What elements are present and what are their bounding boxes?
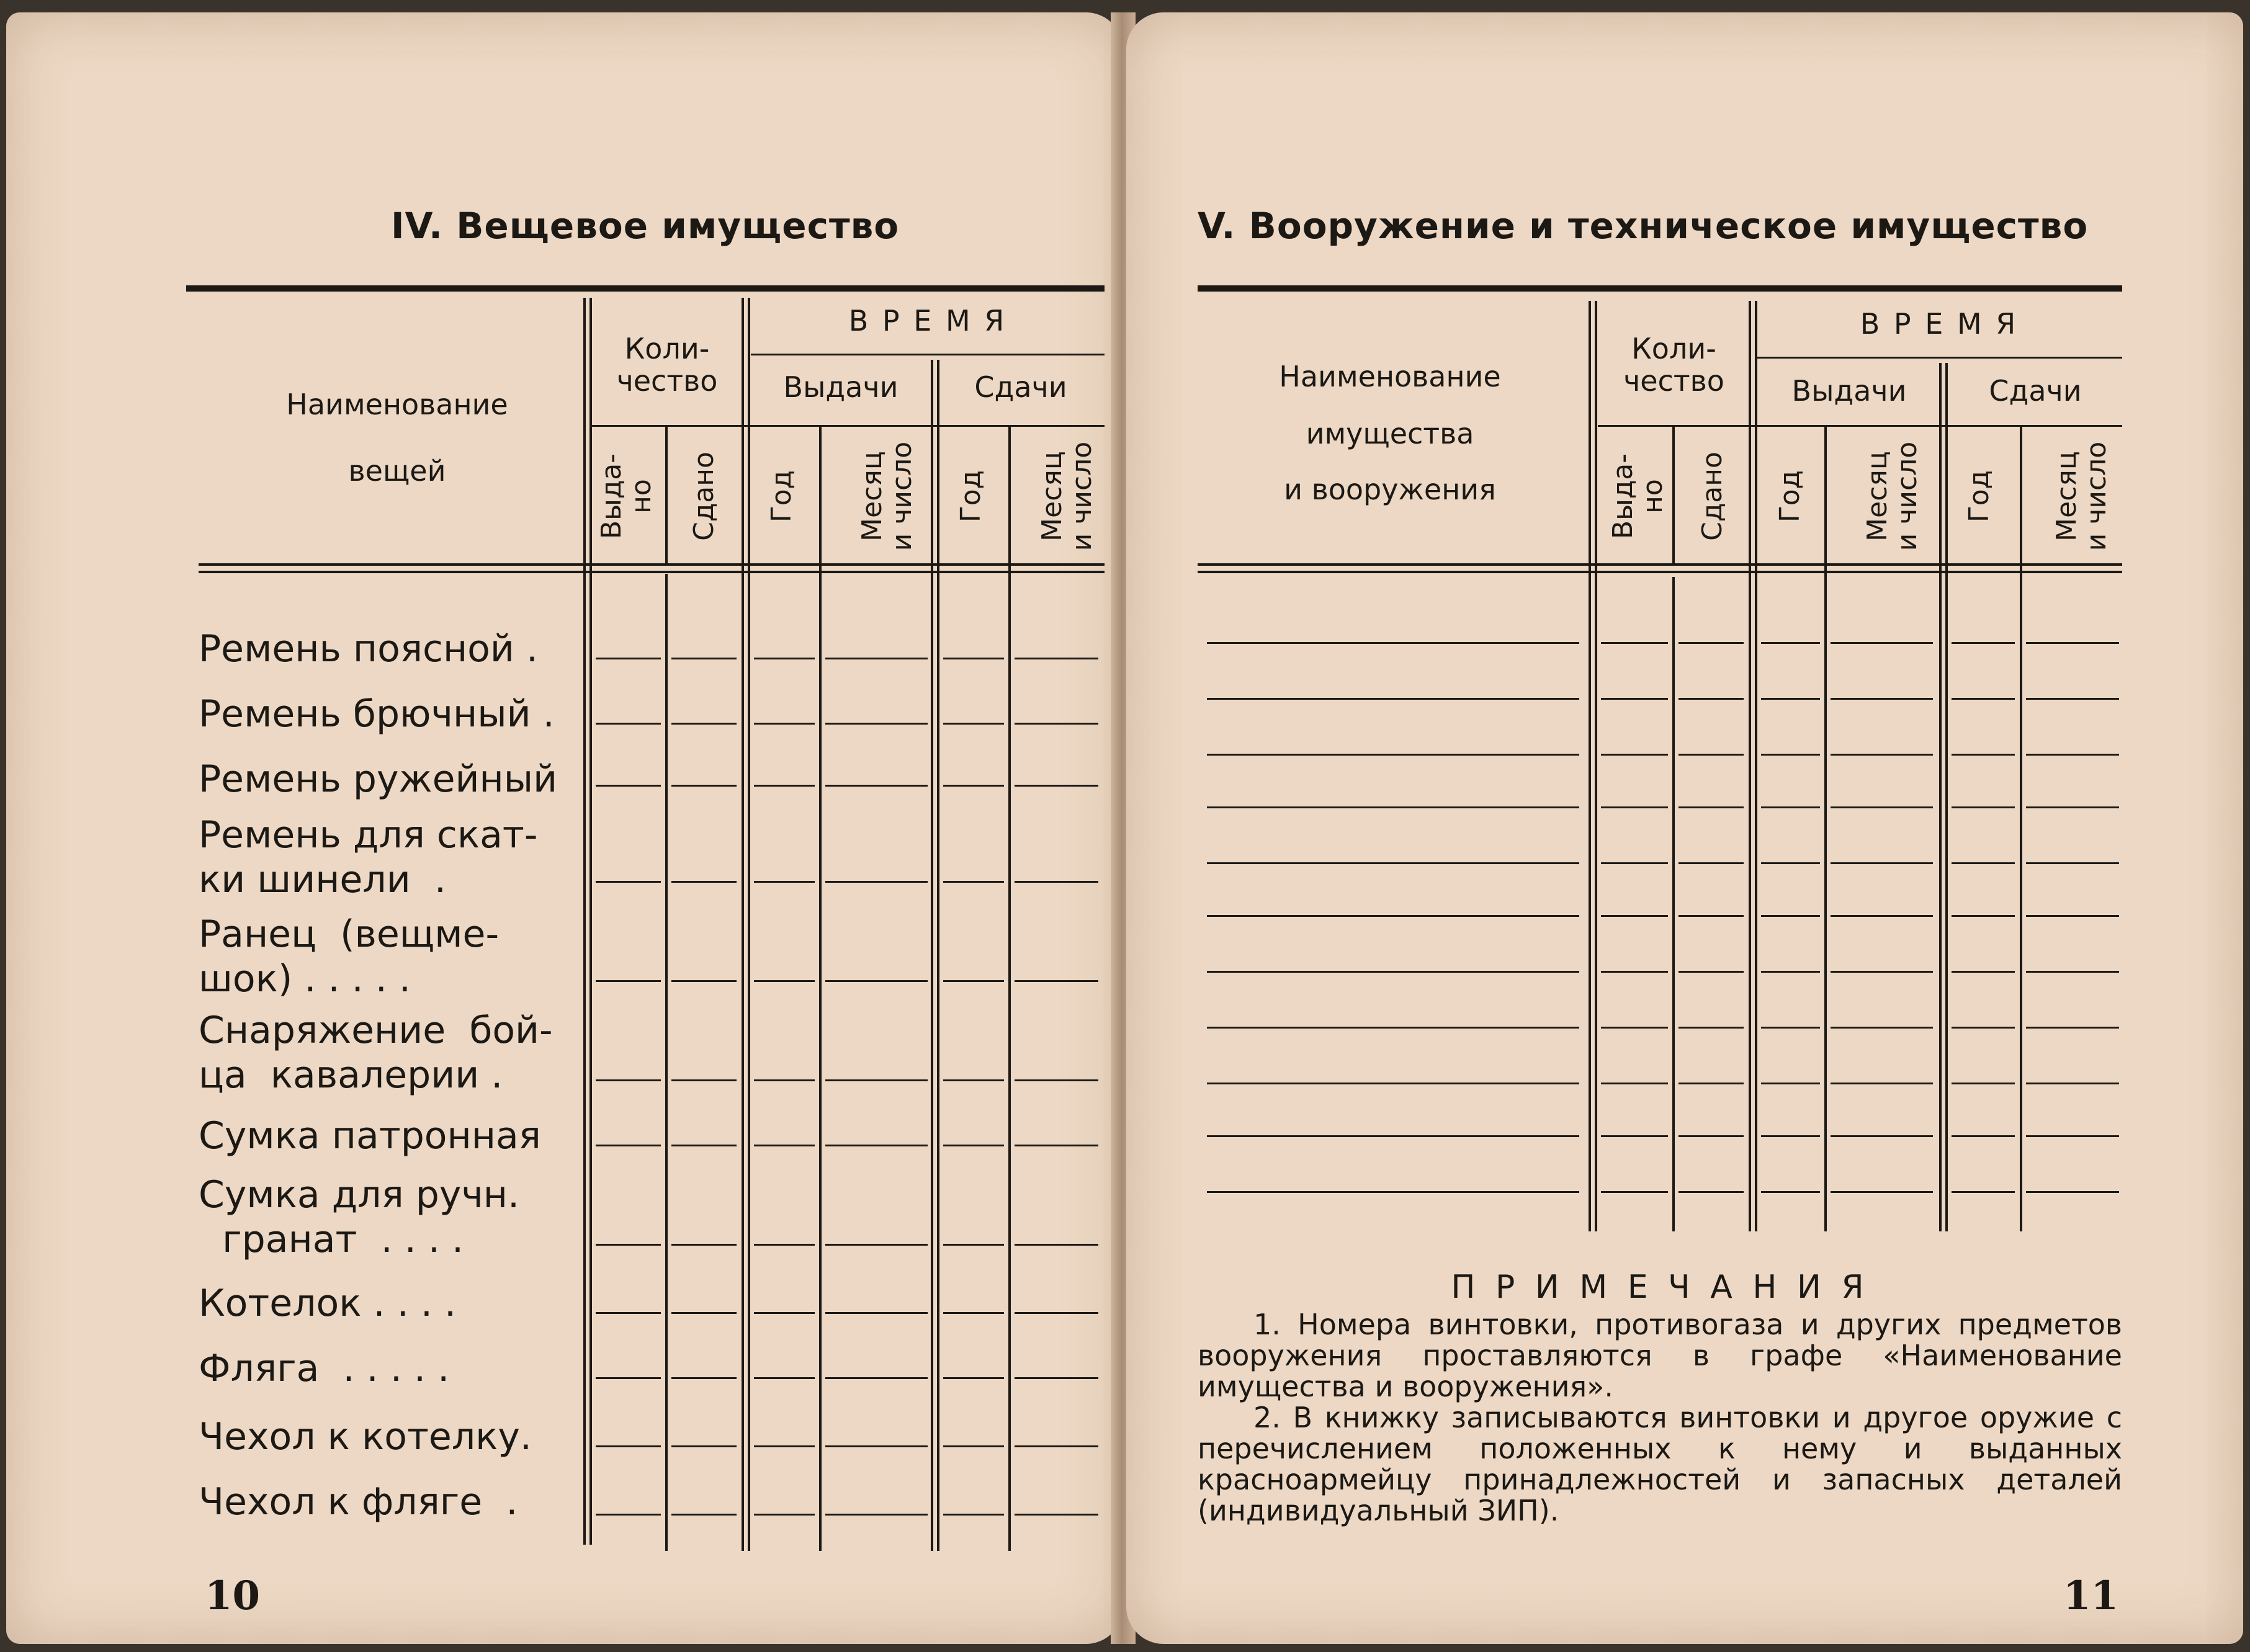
right-time-header: В Р Е М Я [1860,307,2019,341]
right-subheader-rule [1598,425,2122,427]
entry-line [1015,658,1098,659]
entry-line [1679,1191,1744,1193]
left-col-rule [665,425,668,565]
right-col-rule [1672,425,1675,565]
entry-line [943,881,1004,883]
entry-line [2026,754,2119,756]
right-issue-month-header: Месяц и число [1862,441,1923,551]
entry-line [1601,1083,1668,1084]
entry-line [1679,698,1744,700]
entry-line [1015,1514,1098,1516]
entry-line [1601,754,1668,756]
right-header-bottom-rule-1 [1198,563,2122,566]
entry-line [943,1079,1004,1081]
entry-line [1831,698,1933,700]
left-issue-year-header: Год [766,470,797,523]
entry-line [943,658,1004,659]
entry-line [671,1079,737,1081]
entry-line [596,1445,661,1447]
entry-line [1952,915,2015,917]
entry-line [1831,1135,1933,1137]
entry-line [596,723,661,725]
entry-line [943,1312,1004,1314]
entry-line [754,1312,815,1314]
right-name-header-line1: Наименование [1279,360,1501,393]
left-col-rule [1008,425,1011,1551]
right-col-rule [2020,425,2022,1231]
left-item-12: Чехол к фляге . [199,1480,518,1524]
right-issue-year-header: Год [1774,470,1806,523]
entry-line [1207,642,1579,644]
left-return-year-header: Год [955,470,987,523]
left-item-11: Чехол к котелку. [199,1415,532,1458]
left-returned-header: Сдано [688,452,720,541]
entry-line [825,785,928,787]
entry-line [943,785,1004,787]
entry-line [1952,1191,2015,1193]
entry-line [943,1145,1004,1146]
left-page [6,12,1123,1644]
left-return-header: Сдачи [974,370,1067,404]
entry-line [671,658,737,659]
right-col-rule [1672,577,1675,1231]
left-col-rule [665,574,668,1551]
right-name-header-line3: и вооружения [1284,473,1496,506]
entry-line [825,980,928,982]
entry-line [2026,1027,2119,1029]
left-return-month-header: Месяц и число [1036,441,1098,551]
entry-line [1952,698,2015,700]
left-col-rule [819,425,822,1551]
left-item-10: Фляга . . . . . [199,1347,450,1390]
right-return-month-header: Месяц и число [2051,441,2112,551]
entry-line [1831,862,1933,864]
entry-line [671,1377,737,1379]
entry-line [671,881,737,883]
entry-line [1601,1191,1668,1193]
left-issued-header: Выда- но [596,453,657,540]
note-2: 2. В книжку записываются винтовки и другое оружие с перечислением положенных к нему и выданных красноармейцу принадлежностей и запасных деталей (индивидуальный ЗИП). [1198,1401,2122,1527]
left-header-top-rule [186,285,1105,292]
left-header-bottom-rule-2 [199,571,1105,573]
left-col-rule [742,298,744,1551]
entry-line [596,1377,661,1379]
left-item-1: Ремень поясной . [199,627,539,671]
entry-line [825,1244,928,1246]
left-issue-header: Выдачи [783,370,899,404]
entry-line [1831,754,1933,756]
entry-line [943,723,1004,725]
right-returned-header: Сдано [1696,452,1728,541]
right-col-rule [1595,301,1597,1231]
entry-line [671,785,737,787]
entry-line [1952,1027,2015,1029]
entry-line [1015,1079,1098,1081]
entry-line [1207,862,1579,864]
entry-line [1015,1244,1098,1246]
entry-line [2026,971,2119,973]
entry-line [754,1244,815,1246]
entry-line [825,1445,928,1447]
entry-line [1952,971,2015,973]
entry-line [1015,1145,1098,1146]
entry-line [825,1079,928,1081]
entry-line [596,658,661,659]
entry-line [754,1079,815,1081]
entry-line [1601,698,1668,700]
entry-line [1831,1027,1933,1029]
left-item-3: Ремень ружейный [199,757,558,801]
entry-line [1761,915,1820,917]
entry-line [1207,698,1579,700]
entry-line [1761,1027,1820,1029]
entry-line [1601,915,1668,917]
entry-line [596,980,661,982]
entry-line [1761,754,1820,756]
left-col-rule [937,360,939,1551]
entry-line [1601,806,1668,808]
entry-line [754,658,815,659]
entry-line [596,1244,661,1246]
entry-line [596,1312,661,1314]
entry-line [1761,971,1820,973]
left-item-6: Снаряжение бой- ца кавалерии . [199,1009,553,1097]
right-quantity-header-line1: Коли- [1631,332,1716,365]
entry-line [1601,642,1668,644]
entry-line [943,1244,1004,1246]
entry-line [596,881,661,883]
left-issue-month-header: Месяц и число [856,441,918,551]
entry-line [1207,1135,1579,1137]
right-section-title: V. Вооружение и техническое имущество [1198,205,2089,247]
right-quantity-header-line2: чество [1623,364,1724,398]
entry-line [671,1514,737,1516]
entry-line [1601,1135,1668,1137]
entry-line [1952,1135,2015,1137]
entry-line [1679,971,1744,973]
entry-line [1761,1083,1820,1084]
entry-line [1761,862,1820,864]
entry-line [1015,881,1098,883]
right-header-top-rule [1198,285,2122,292]
right-issued-header: Выда- но [1607,453,1669,540]
entry-line [2026,698,2119,700]
entry-line [1952,806,2015,808]
left-item-4: Ремень для скат- ки шинели . [199,813,538,901]
left-name-header-line1: Наименование [286,388,508,421]
left-time-rule [751,354,1105,355]
entry-line [596,785,661,787]
left-header-bottom-rule-1 [199,563,1105,566]
left-quantity-header-line2: чество [616,364,718,398]
entry-line [1015,980,1098,982]
entry-line [671,723,737,725]
entry-line [671,1145,737,1146]
right-page-number: 11 [2063,1573,2119,1619]
entry-line [671,1312,737,1314]
entry-line [1679,1083,1744,1084]
entry-line [1831,1083,1933,1084]
entry-line [1601,971,1668,973]
entry-line [2026,1191,2119,1193]
entry-line [2026,862,2119,864]
entry-line [825,881,928,883]
left-name-header-line2: вещей [348,454,446,488]
entry-line [1207,754,1579,756]
note-1: 1. Номера винтовки, противогаза и других предметов вооружения проставляются в графе «Наименование имущества и вооружения». [1198,1308,2122,1403]
entry-line [1207,1191,1579,1193]
entry-line [825,723,928,725]
entry-line [1015,1377,1098,1379]
left-col-rule [931,360,933,1551]
entry-line [825,1312,928,1314]
entry-line [943,1445,1004,1447]
right-name-header-line2: имущества [1306,417,1474,450]
left-item-7: Сумка патронная [199,1114,541,1158]
entry-line [1207,1027,1579,1029]
entry-line [596,1145,661,1146]
left-col-rule [748,298,750,1551]
entry-line [754,1445,815,1447]
entry-line [1679,862,1744,864]
entry-line [1679,642,1744,644]
right-col-rule [1939,363,1942,1231]
right-page [1126,12,2243,1644]
left-section-title: IV. Вещевое имущество [391,205,900,247]
entry-line [943,1377,1004,1379]
right-header-bottom-rule-2 [1198,571,2122,573]
entry-line [671,1445,737,1447]
entry-line [1952,862,2015,864]
entry-line [2026,915,2119,917]
entry-line [2026,806,2119,808]
entry-line [1831,642,1933,644]
entry-line [754,881,815,883]
entry-line [1831,1191,1933,1193]
entry-line [825,1514,928,1516]
entry-line [1207,1083,1579,1084]
right-col-rule [1824,425,1827,1231]
entry-line [754,1145,815,1146]
right-return-year-header: Год [1963,470,1995,523]
entry-line [1952,754,2015,756]
entry-line [825,1377,928,1379]
entry-line [1679,1027,1744,1029]
entry-line [754,1514,815,1516]
entry-line [671,980,737,982]
right-col-rule [1589,301,1591,1231]
entry-line [1952,642,2015,644]
left-item-5: Ранец (вещме- шок) . . . . . [199,913,500,1001]
entry-line [825,658,928,659]
entry-line [1679,806,1744,808]
entry-line [1831,971,1933,973]
entry-line [1015,1312,1098,1314]
entry-line [2026,1083,2119,1084]
entry-line [1207,971,1579,973]
entry-line [1679,1135,1744,1137]
entry-line [1831,915,1933,917]
right-col-rule [1755,301,1757,1231]
entry-line [943,980,1004,982]
right-col-rule [1945,363,1948,1231]
entry-line [1601,862,1668,864]
entry-line [1601,1027,1668,1029]
entry-line [596,1514,661,1516]
left-item-8: Сумка для ручн. гранат . . . . [199,1173,520,1261]
entry-line [1015,1445,1098,1447]
entry-line [1831,806,1933,808]
right-col-rule [1749,301,1751,1231]
entry-line [825,1145,928,1146]
entry-line [1952,1083,2015,1084]
entry-line [2026,1135,2119,1137]
entry-line [1679,754,1744,756]
entry-line [2026,642,2119,644]
entry-line [1761,806,1820,808]
left-item-2: Ремень брючный . [199,692,555,736]
entry-line [1207,806,1579,808]
entry-line [1015,785,1098,787]
notes-body [1198,1309,2122,1526]
entry-line [1761,642,1820,644]
right-time-rule [1756,357,2122,359]
entry-line [1679,915,1744,917]
entry-line [943,1514,1004,1516]
left-page-number: 10 [205,1573,261,1619]
right-return-header: Сдачи [1989,374,2082,408]
entry-line [1015,723,1098,725]
left-item-9: Котелок . . . . [199,1282,457,1325]
entry-line [754,723,815,725]
entry-line [754,980,815,982]
entry-line [1761,1191,1820,1193]
left-time-header: В Р Е М Я [848,304,1007,337]
entry-line [1761,698,1820,700]
entry-line [754,1377,815,1379]
entry-line [1207,915,1579,917]
left-quantity-header-line1: Коли- [624,332,710,365]
entry-line [1761,1135,1820,1137]
entry-line [754,785,815,787]
entry-line [671,1244,737,1246]
entry-line [596,1079,661,1081]
notes-title: П Р И М Е Ч А Н И Я [1451,1269,1869,1306]
right-issue-header: Выдачи [1791,374,1907,408]
